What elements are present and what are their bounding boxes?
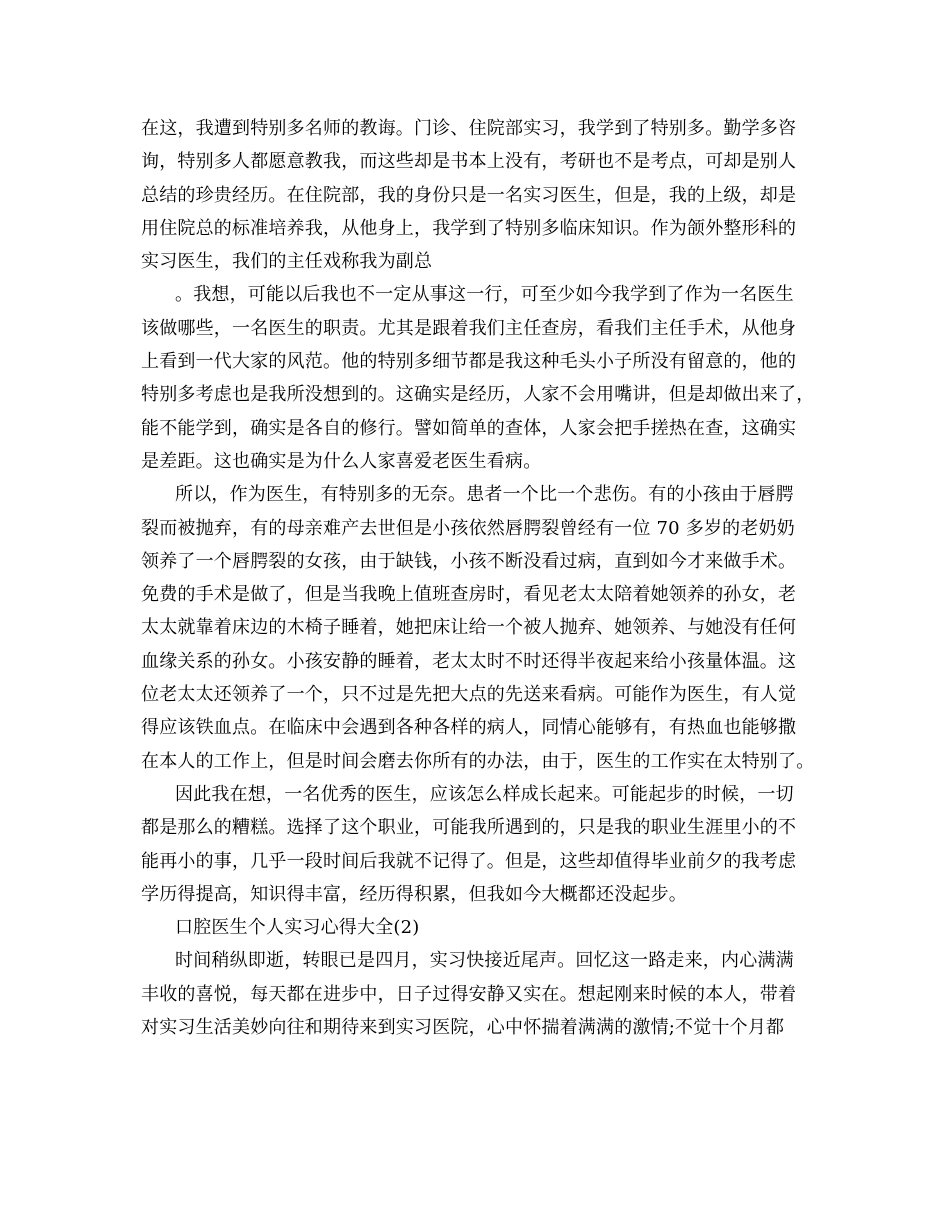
text-line: 上看到一代大家的风范。他的特别多细节都是我这种毛头小子所没有留意的，他的	[141, 351, 797, 373]
text-line: 位老太太还领养了一个，只不过是先把大点的先送来看病。可能作为医生，有人觉	[141, 684, 797, 706]
text-line: 对实习生活美妙向往和期待来到实习医院，心中怀揣着满满的激情;不觉十个月都	[141, 1017, 785, 1039]
text-line: 用住院总的标准培养我，从他身上，我学到了特别多临床知识。作为颌外整形科的	[141, 217, 797, 239]
text-line: 是差距。这也确实是为什么人家喜爱老医生看病。	[141, 450, 542, 472]
text-line: 丰收的喜悦，每天都在进步中，日子过得安静又实在。想起刚来时候的本人，带着	[141, 983, 797, 1005]
text-line: 太太就靠着床边的木椅子睡着，她把床让给一个被人抛弃、她领养、与她没有任何	[141, 617, 797, 639]
text-line: 裂而被抛弃，有的母亲难产去世但是小孩依然唇腭裂曾经有一位 70 多岁的老奶奶	[141, 517, 795, 539]
document-body	[141, 112, 825, 1044]
text-line: 学历得提高，知识得丰富，经历得积累，但我如今大概都还没起步。	[141, 883, 687, 905]
text-line: 在本人的工作上，但是时间会磨去你所有的办法，由于，医生的工作实在太特别了。	[141, 750, 815, 772]
text-line: 总结的珍贵经历。在住院部，我的身份只是一名实习医生，但是，我的上级，却是	[141, 184, 797, 206]
text-line: 所以，作为医生，有特别多的无奈。患者一个比一个悲伤。有的小孩由于唇腭	[175, 484, 794, 506]
text-line: 领养了一个唇腭裂的女孩，由于缺钱，小孩不断没看过病，直到如今才来做手术。	[141, 550, 797, 572]
text-line: 。我想，可能以后我也不一定从事这一行，可至少如今我学到了作为一名医生	[175, 284, 794, 306]
text-line: 得应该铁血点。在临床中会遇到各种各样的病人，同情心能够有，有热血也能够撒	[141, 717, 797, 739]
text-line: 在这，我遭到特别多名师的教诲。门诊、住院部实习，我学到了特别多。勤学多咨	[141, 118, 797, 139]
text-line: 询，特别多人都愿意教我，而这些却是书本上没有，考研也不是考点，可却是别人	[141, 151, 797, 173]
text-line: 特别多考虑也是我所没想到的。这确实是经历，人家不会用嘴讲，但是却做出来了，	[141, 384, 815, 406]
text-line: 实习医生，我们的主任戏称我为副总	[141, 251, 433, 273]
text-line: 血缘关系的孙女。小孩安静的睡着，老太太时不时还得半夜起来给小孩量体温。这	[141, 650, 797, 672]
text-line: 该做哪些，一名医生的职责。尤其是跟着我们主任查房，看我们主任手术，从他身	[141, 317, 797, 339]
text-line: 能不能学到，确实是各自的修行。譬如简单的查体，人家会把手搓热在查，这确实	[141, 417, 797, 439]
text-line: 能再小的事，几乎一段时间后我就不记得了。但是，这些却值得毕业前夕的我考虑	[141, 850, 797, 872]
text-line: 因此我在想，一名优秀的医生，应该怎么样成长起来。可能起步的时候，一切	[175, 783, 794, 805]
text-line: 口腔医生个人实习心得大全(2)	[175, 917, 420, 939]
text-line: 都是那么的糟糕。选择了这个职业，可能我所遇到的，只是我的职业生涯里小的不	[141, 817, 797, 839]
text-line: 时间稍纵即逝，转眼已是四月，实习快接近尾声。回忆这一路走来，内心满满	[175, 950, 794, 972]
text-line: 免费的手术是做了，但是当我晚上值班查房时，看见老太太陪着她领养的孙女，老	[141, 584, 797, 606]
